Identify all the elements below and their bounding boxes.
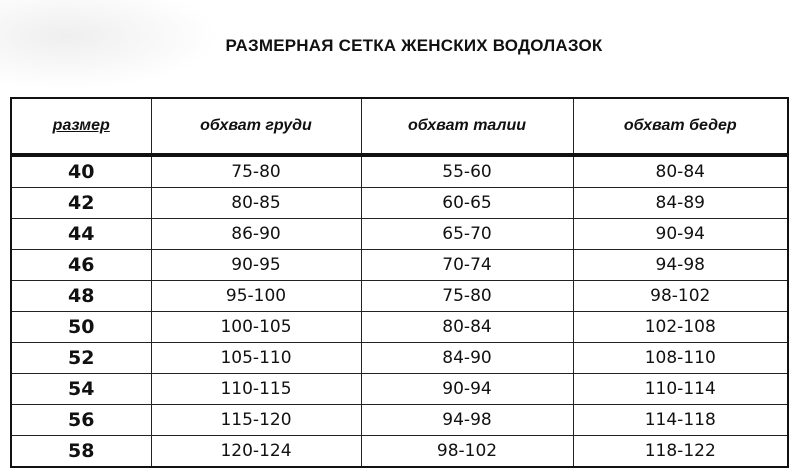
waist-cell: 94-98 xyxy=(361,405,573,436)
chest-cell: 100-105 xyxy=(151,312,361,343)
waist-cell: 90-94 xyxy=(361,374,573,405)
table-row xyxy=(11,250,788,281)
waist-cell: 80-84 xyxy=(361,312,573,343)
hips-cell: 108-110 xyxy=(573,343,788,374)
chest-cell: 75-80 xyxy=(151,155,361,188)
chest-cell: 86-90 xyxy=(151,219,361,250)
size-chart-table xyxy=(10,97,789,468)
hips-cell: 94-98 xyxy=(573,250,788,281)
waist-cell: 70-74 xyxy=(361,250,573,281)
table-row xyxy=(11,374,788,405)
size-cell: 40 xyxy=(11,155,151,188)
hips-cell: 114-118 xyxy=(573,405,788,436)
hips-cell: 80-84 xyxy=(573,155,788,188)
hips-cell: 110-114 xyxy=(573,374,788,405)
chest-cell: 110-115 xyxy=(151,374,361,405)
table-row xyxy=(11,312,788,343)
size-cell: 58 xyxy=(11,436,151,468)
hips-cell: 102-108 xyxy=(573,312,788,343)
hips-cell: 118-122 xyxy=(573,436,788,468)
waist-cell: 60-65 xyxy=(361,188,573,219)
chest-cell: 115-120 xyxy=(151,405,361,436)
size-cell: 46 xyxy=(11,250,151,281)
table-header-row xyxy=(11,98,788,155)
page-title: РАЗМЕРНАЯ СЕТКА ЖЕНСКИХ ВОДОЛАЗОК xyxy=(225,36,603,55)
table-row xyxy=(11,436,788,468)
table-row xyxy=(11,155,788,188)
waist-cell: 65-70 xyxy=(361,219,573,250)
table-row xyxy=(11,219,788,250)
size-cell: 50 xyxy=(11,312,151,343)
chest-cell: 90-95 xyxy=(151,250,361,281)
waist-cell: 55-60 xyxy=(361,155,573,188)
size-cell: 42 xyxy=(11,188,151,219)
header-size xyxy=(11,98,151,155)
size-cell: 54 xyxy=(11,374,151,405)
table-body xyxy=(11,155,788,467)
size-cell: 44 xyxy=(11,219,151,250)
hips-cell: 98-102 xyxy=(573,281,788,312)
waist-cell: 84-90 xyxy=(361,343,573,374)
table-row xyxy=(11,188,788,219)
hips-cell: 84-89 xyxy=(573,188,788,219)
header-waist: обхват талии xyxy=(361,98,573,155)
size-cell: 48 xyxy=(11,281,151,312)
hips-cell: 90-94 xyxy=(573,219,788,250)
table-row xyxy=(11,405,788,436)
waist-cell: 98-102 xyxy=(361,436,573,468)
header-size-label: размер xyxy=(52,117,110,134)
chest-cell: 80-85 xyxy=(151,188,361,219)
size-cell: 56 xyxy=(11,405,151,436)
size-cell: 52 xyxy=(11,343,151,374)
table-row xyxy=(11,343,788,374)
header-chest: обхват груди xyxy=(151,98,361,155)
chest-cell: 95-100 xyxy=(151,281,361,312)
chest-cell: 120-124 xyxy=(151,436,361,468)
header-hips: обхват бедер xyxy=(573,98,788,155)
chest-cell: 105-110 xyxy=(151,343,361,374)
waist-cell: 75-80 xyxy=(361,281,573,312)
table-row xyxy=(11,281,788,312)
